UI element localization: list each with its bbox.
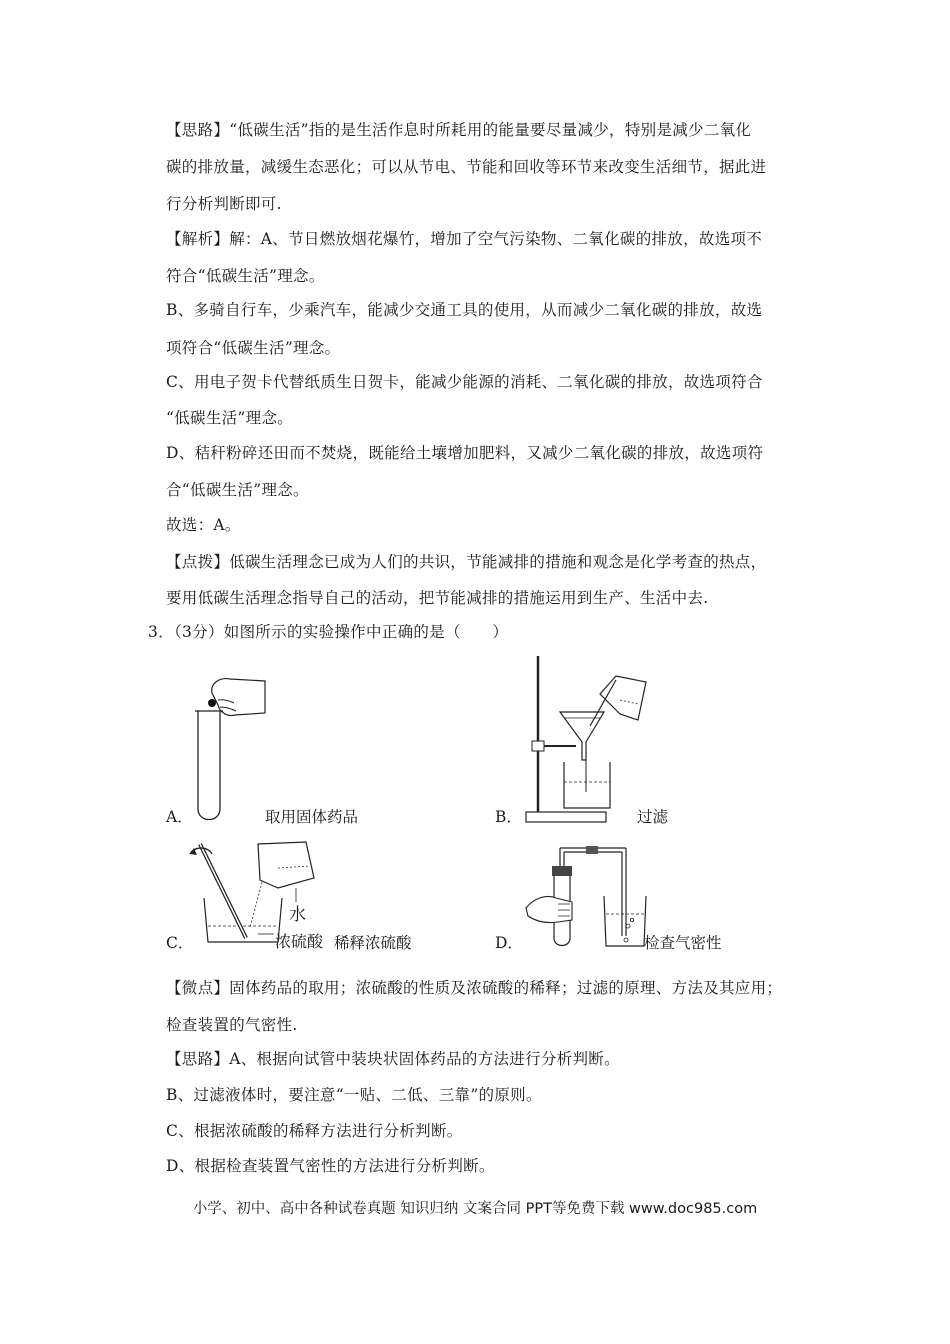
page-footer: 小学、初中、高中各种试卷真题 知识归纳 文案合同 PPT等免费下载 www.doc985.com: [192, 1201, 758, 1217]
paragraph-line: 【点拨】低碳生活理念已成为人们的共识，节能减排的措施和观念是化学考查的热点，: [166, 553, 767, 571]
paragraph-line: 【思路】“低碳生活”指的是生活作息时所耗用的能量要尽量减少，特别是减少二氧化: [166, 121, 752, 139]
paragraph-line: 符合“低碳生活”理念。: [166, 267, 325, 285]
analysis-line: 【微点】固体药品的取用；浓硫酸的性质及浓硫酸的稀释；过滤的原理、方法及其应用；: [166, 979, 783, 997]
paragraph-line: D、秸秆粉碎还田而不焚烧，既能给土壤增加肥料，又减少二氧化碳的排放，故选项符: [166, 444, 764, 462]
analysis-line: 检查装置的气密性.: [166, 1016, 298, 1034]
question-text: 3．（3分）如图所示的实验操作中正确的是（ ）: [148, 623, 509, 641]
paragraph-line: B、多骑自行车，少乘汽车，能减少交通工具的使用，从而减少二氧化碳的排放，故选: [166, 301, 763, 319]
analysis-line: C、根据浓硫酸的稀释方法进行分析判断。: [166, 1122, 463, 1140]
figure-c-acid-label: 浓硫酸: [275, 932, 324, 951]
analysis-line: B、过滤液体时，要注意“一贴、二低、三靠”的原则。: [166, 1086, 542, 1104]
paragraph-line: 合“低碳生活”理念。: [166, 481, 309, 499]
paragraph-line: 碳的排放量，减缓生态恶化；可以从节电、节能和回收等环节来改变生活细节，据此进: [166, 158, 767, 176]
option-c-caption: 稀释浓硫酸: [334, 934, 412, 952]
paragraph-line: C、用电子贺卡代替纸质生日贺卡，能减少能源的消耗、二氧化碳的排放，故选项符合: [166, 373, 763, 391]
figure-c-water-label: 水: [289, 905, 306, 925]
paragraph-line: 行分析判断即可.: [166, 195, 282, 213]
option-b-letter: B．: [495, 808, 522, 826]
option-a-caption: 取用固体药品: [265, 808, 359, 826]
option-d-letter: D．: [495, 934, 523, 952]
paragraph-line: “低碳生活”理念。: [166, 409, 294, 427]
paragraph-line: 要用低碳生活理念指导自己的活动，把节能减排的措施运用到生产、生活中去.: [166, 589, 709, 607]
figure-a-solid-reagent: [190, 655, 270, 825]
option-d-caption: 检查气密性: [644, 934, 722, 952]
paragraph-line: 项符合“低碳生活”理念。: [166, 339, 341, 357]
option-b-caption: 过滤: [637, 808, 669, 826]
paragraph-line: 故选：A。: [166, 516, 241, 534]
figure-d-airtightness: [524, 842, 654, 950]
figure-b-filtration: [520, 652, 650, 827]
analysis-line: 【思路】A、根据向试管中装块状固体药品的方法进行分析判断。: [166, 1050, 620, 1068]
analysis-line: D、根据检查装置气密性的方法进行分析判断。: [166, 1157, 495, 1175]
paragraph-line: 【解析】解：A、节日燃放烟花爆竹，增加了空气污染物、二氧化碳的排放，故选项不: [166, 230, 763, 248]
option-a-letter: A．: [166, 808, 193, 826]
option-c-letter: C．: [166, 934, 194, 952]
